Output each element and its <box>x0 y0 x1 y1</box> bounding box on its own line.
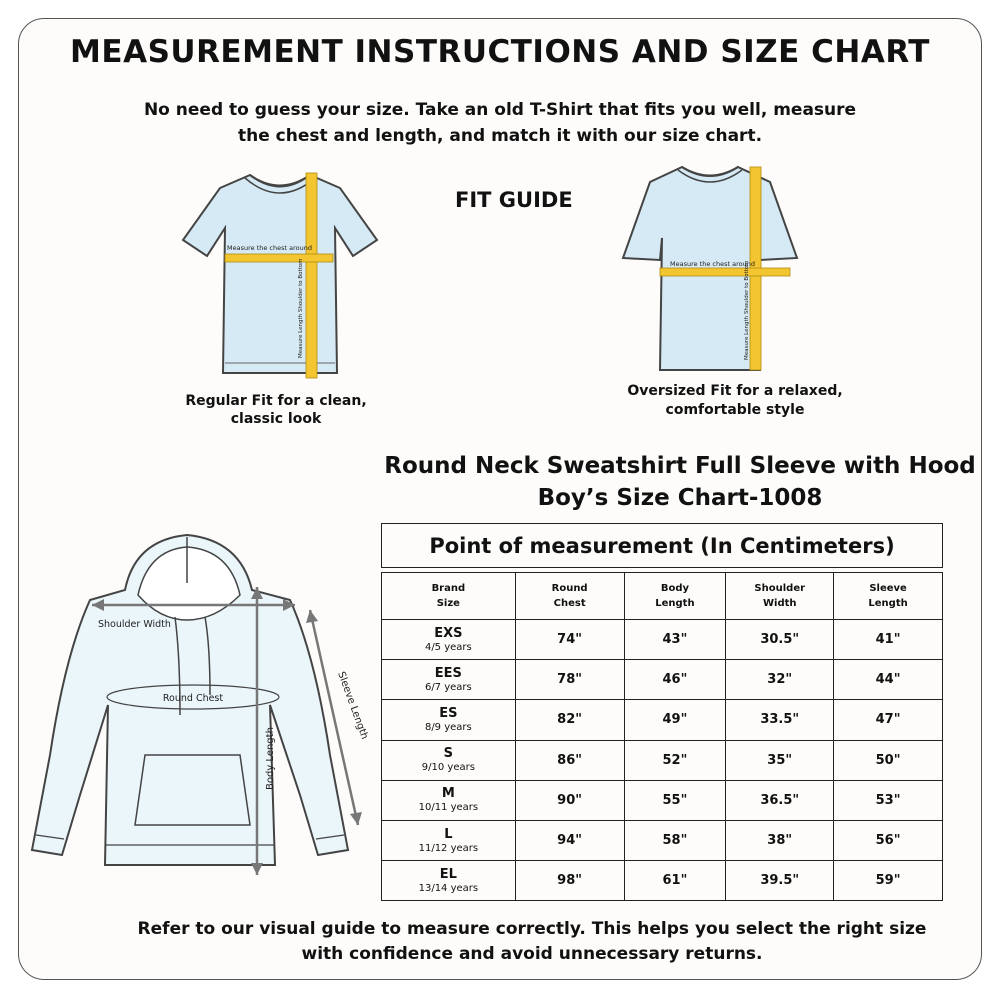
intro-text-line-2: the chest and length, and match it with our size chart. <box>237 126 763 146</box>
size-cell: M 10/11 years <box>382 780 516 820</box>
table-row <box>382 820 943 860</box>
header-sleeve-length: Sleeve Length <box>834 573 943 620</box>
sleeve-length-cell: 47" <box>834 700 943 740</box>
header-shoulder-width: Shoulder Width <box>726 573 834 620</box>
oversized-chest-label: Measure the chest around <box>670 260 755 268</box>
table-row <box>382 861 943 901</box>
sleeve-length-cell: 56" <box>834 820 943 860</box>
chest-cell: 90" <box>515 780 624 820</box>
table-row <box>382 700 943 740</box>
hoodie-illustration <box>30 525 370 885</box>
shoulder-width-cell: 33.5" <box>726 700 834 740</box>
shoulder-width-cell: 30.5" <box>726 620 834 660</box>
sleeve-length-cell: 53" <box>834 780 943 820</box>
size-cell: L 11/12 years <box>382 820 516 860</box>
header-body-length: Body Length <box>624 573 726 620</box>
chart-title-line-1: Round Neck Sweatshirt Full Sleeve with Hood <box>384 453 976 479</box>
chest-cell: 86" <box>515 740 624 780</box>
hoodie-sleeve-length-label: Sleeve Length <box>335 670 370 741</box>
hoodie-shoulder-label: Shoulder Width <box>98 619 171 630</box>
size-cell: EES 6/7 years <box>382 660 516 700</box>
hoodie-chest-label: Round Chest <box>162 693 224 704</box>
page-title: MEASUREMENT INSTRUCTIONS AND SIZE CHART <box>70 34 930 70</box>
chest-cell: 94" <box>515 820 624 860</box>
chart-title-line-2: Boy’s Size Chart-1008 <box>537 485 823 511</box>
body-length-cell: 58" <box>624 820 726 860</box>
shoulder-width-cell: 32" <box>726 660 834 700</box>
oversized-fit-caption-line-1: Oversized Fit for a relaxed, <box>627 383 843 399</box>
table-row <box>382 660 943 700</box>
regular-chest-label: Measure the chest around <box>227 244 312 252</box>
chest-cell: 82" <box>515 700 624 740</box>
hoodie-body-length-label: Body Length <box>265 727 276 790</box>
header-round-chest: Round Chest <box>515 573 624 620</box>
sleeve-length-cell: 50" <box>834 740 943 780</box>
table-row <box>382 740 943 780</box>
table-row <box>382 620 943 660</box>
size-chart-table <box>381 572 943 901</box>
size-cell: EXS 4/5 years <box>382 620 516 660</box>
size-cell: ES 8/9 years <box>382 700 516 740</box>
shoulder-width-cell: 35" <box>726 740 834 780</box>
footer-text-line-1: Refer to our visual guide to measure correctly. This helps you select the right size <box>137 919 927 939</box>
body-length-cell: 46" <box>624 660 726 700</box>
size-cell: S 9/10 years <box>382 740 516 780</box>
table-row <box>382 780 943 820</box>
oversized-fit-tshirt-illustration <box>620 160 800 375</box>
sleeve-length-cell: 41" <box>834 620 943 660</box>
shoulder-width-cell: 36.5" <box>726 780 834 820</box>
regular-fit-caption-line-1: Regular Fit for a clean, <box>185 393 367 409</box>
sleeve-length-cell: 44" <box>834 660 943 700</box>
header-brand-size: Brand Size <box>382 573 516 620</box>
regular-fit-caption-line-2: classic look <box>230 411 322 427</box>
table-header-row <box>382 573 943 620</box>
body-length-cell: 43" <box>624 620 726 660</box>
oversized-fit-caption-line-2: comfortable style <box>665 402 805 418</box>
body-length-cell: 55" <box>624 780 726 820</box>
chest-cell: 74" <box>515 620 624 660</box>
sleeve-length-cell: 59" <box>834 861 943 901</box>
shoulder-width-cell: 38" <box>726 820 834 860</box>
shoulder-width-cell: 39.5" <box>726 861 834 901</box>
point-of-measurement-header: Point of measurement (In Centimeters) <box>381 523 943 568</box>
body-length-cell: 52" <box>624 740 726 780</box>
body-length-cell: 49" <box>624 700 726 740</box>
fit-guide-label: FIT GUIDE <box>455 188 573 212</box>
footer-text-line-2: with confidence and avoid unnecessary returns. <box>301 944 763 964</box>
intro-text-line-1: No need to guess your size. Take an old T-Shirt that fits you well, measure <box>143 100 857 120</box>
chest-cell: 78" <box>515 660 624 700</box>
size-cell: EL 13/14 years <box>382 861 516 901</box>
regular-length-label: Measure Length Shoulder to Bottom <box>298 258 304 358</box>
oversized-length-label: Measure Length Shoulder to Bottom <box>744 260 750 360</box>
body-length-cell: 61" <box>624 861 726 901</box>
chest-cell: 98" <box>515 861 624 901</box>
regular-fit-tshirt-illustration <box>175 168 385 383</box>
